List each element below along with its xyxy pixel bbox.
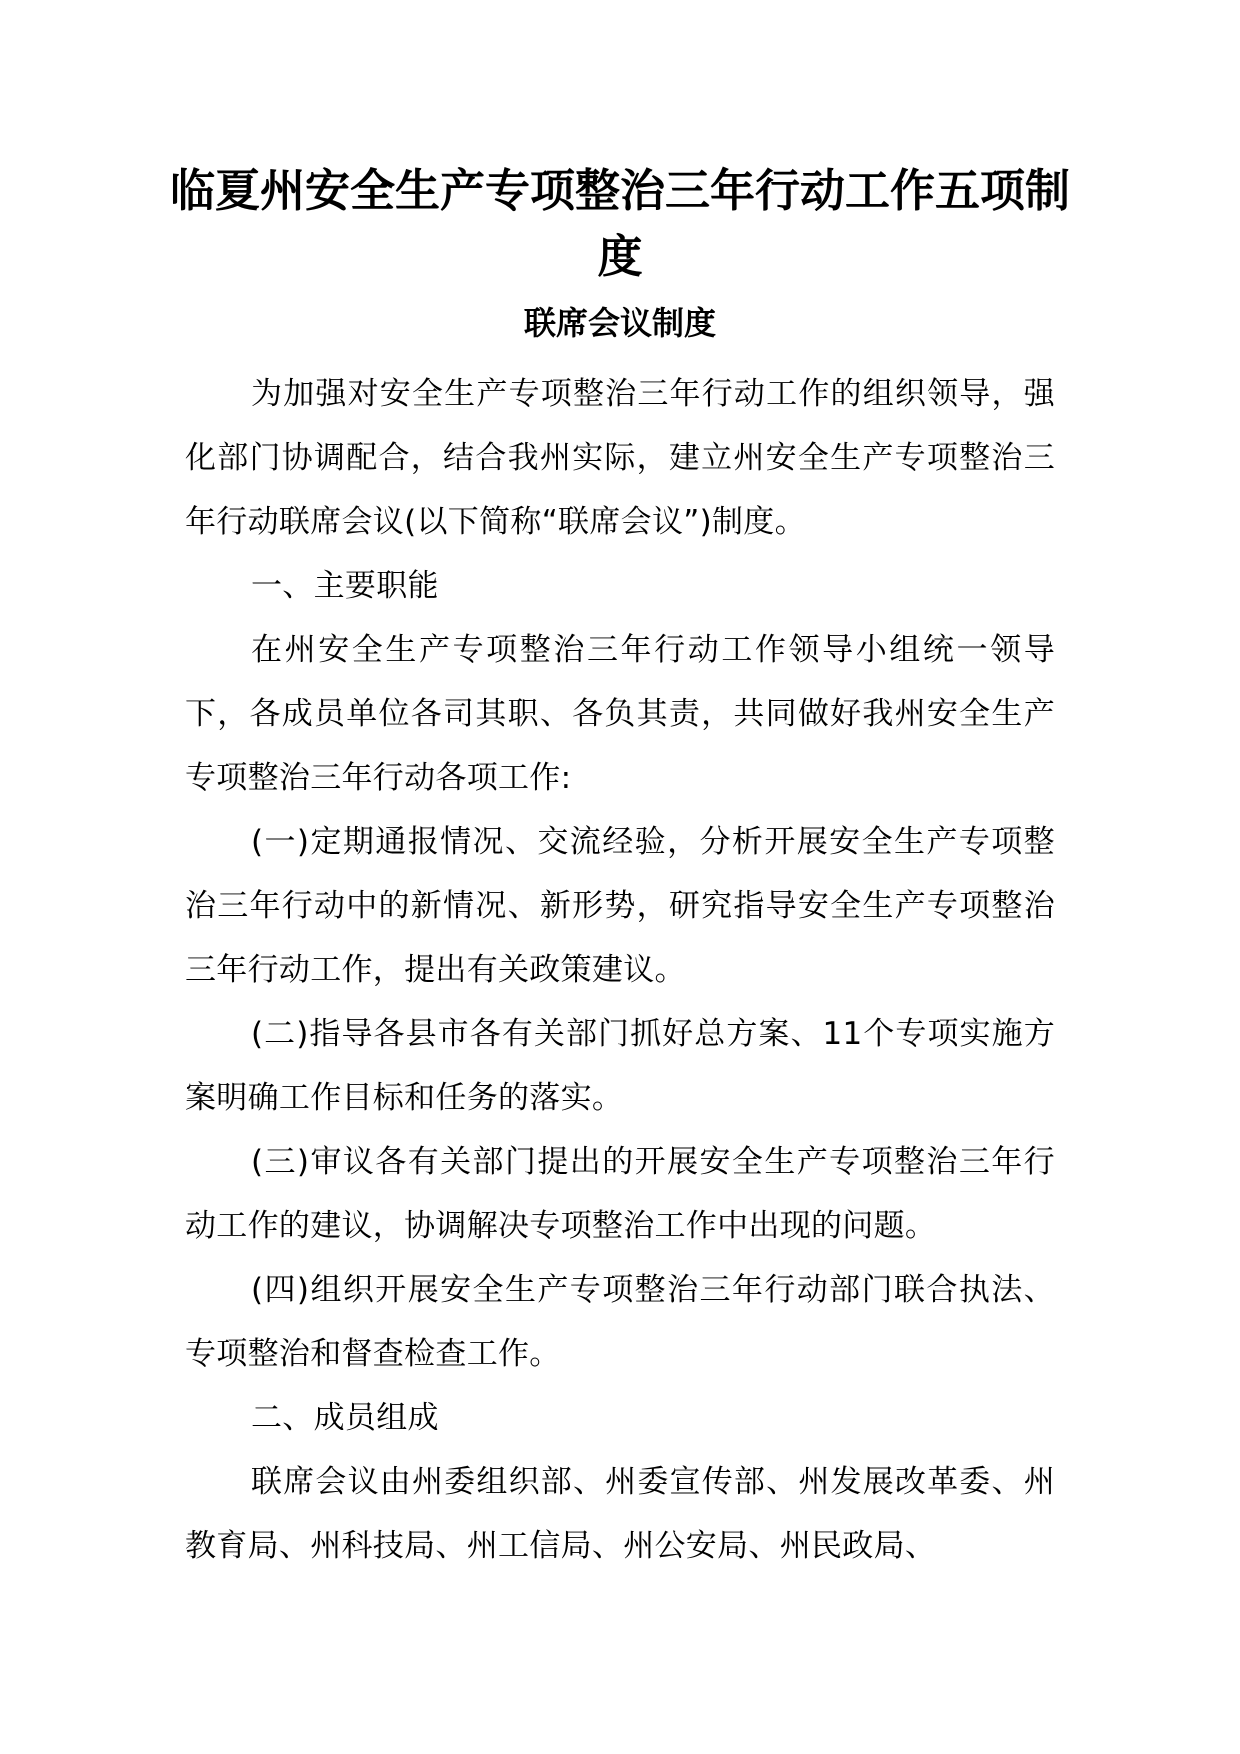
paragraph-functions-intro: 在州安全生产专项整治三年行动工作领导小组统一领导下，各成员单位各司其职、各负其责，共同做好我州安全生产专项整治三年行动各项工作: <box>185 632 1055 796</box>
paragraph-item-2: (二)指导各县市各有关部门抓好总方案、11个专项实施方案明确工作目标和任务的落实。 <box>185 1016 1055 1116</box>
paragraph-item-3: (三)审议各有关部门提出的开展安全生产专项整治三年行动工作的建议，协调解决专项整治工作中出现的问题。 <box>185 1144 1055 1244</box>
heading-main-functions: 一、主要职能 <box>251 568 439 604</box>
heading-members: 二、成员组成 <box>251 1400 439 1436</box>
paragraph-members: 联席会议由州委组织部、州委宣传部、州发展改革委、州教育局、州科技局、州工信局、州公安局、州民政局、 <box>185 1464 1055 1564</box>
paragraph-item-4: (四)组织开展安全生产专项整治三年行动部门联合执法、专项整治和督查检查工作。 <box>185 1272 1055 1372</box>
document-body <box>185 362 1055 1578</box>
document-title: 临夏州安全生产专项整治三年行动工作五项制度 <box>169 164 1070 283</box>
paragraph-intro: 为加强对安全生产专项整治三年行动工作的组织领导，强化部门协调配合，结合我州实际，建立州安全生产专项整治三年行动联席会议(以下简称“联席会议”)制度。 <box>185 376 1055 540</box>
section-title: 联席会议制度 <box>523 304 716 342</box>
paragraph-item-1: (一)定期通报情况、交流经验，分析开展安全生产专项整治三年行动中的新情况、新形势，研究指导安全生产专项整治三年行动工作，提出有关政策建议。 <box>185 824 1055 988</box>
